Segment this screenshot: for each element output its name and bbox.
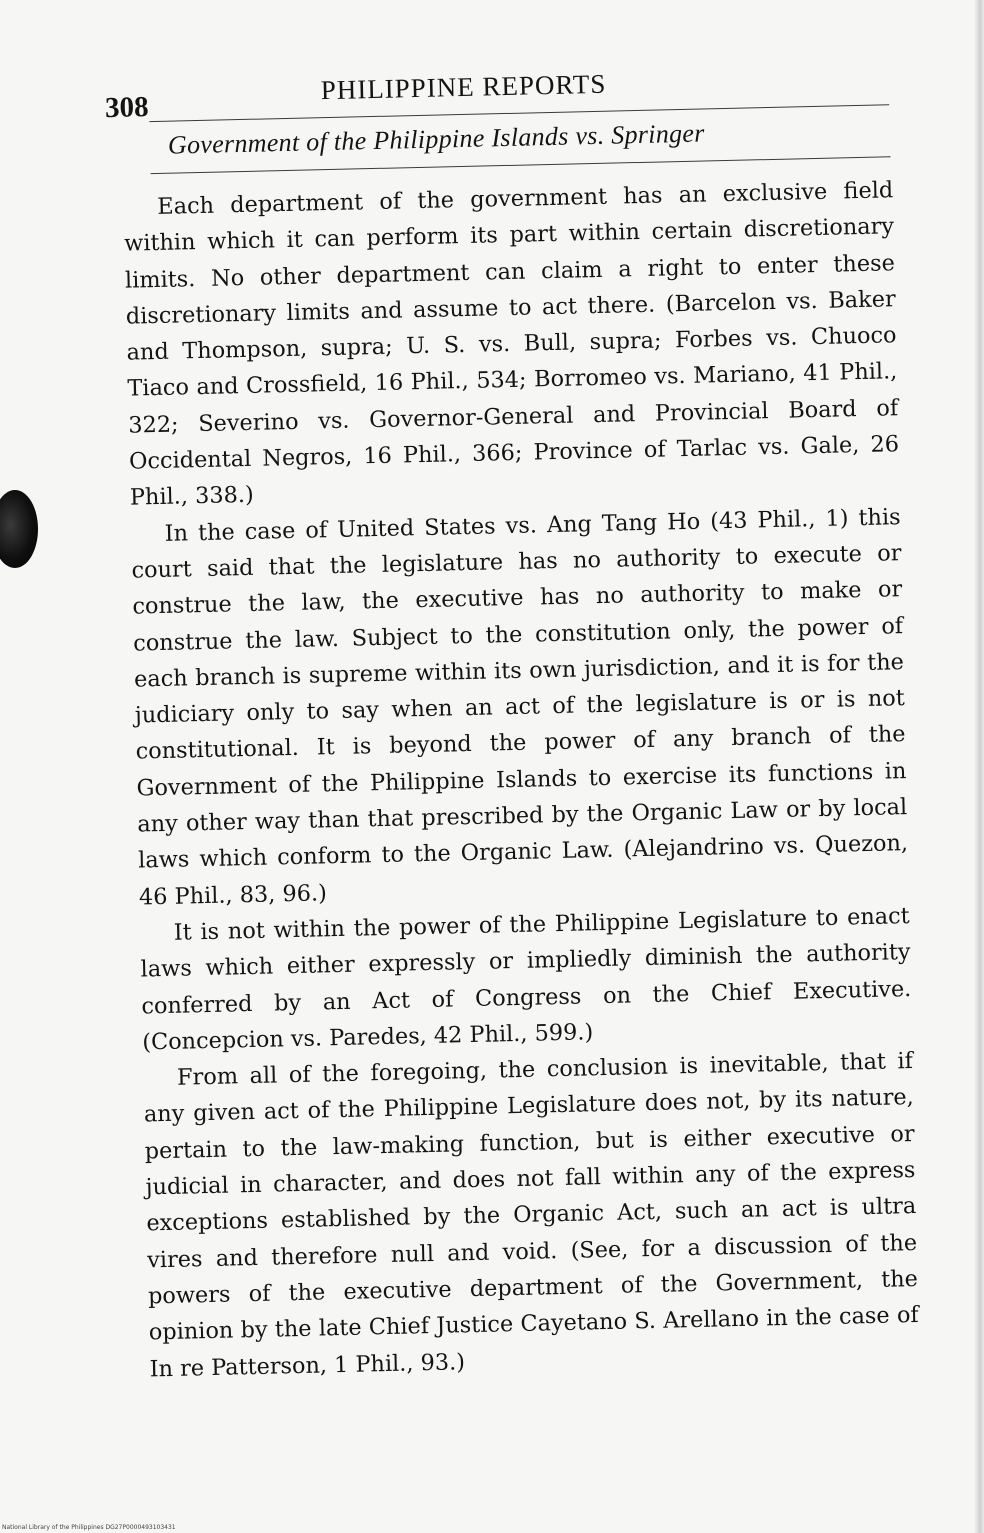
page-number: 308 [104,91,149,125]
page-edge-shadow [974,0,984,1533]
book-page [104,42,929,1440]
paragraph-3: It is not within the power of the Philippine Legislature to enact laws which either expressly or impliedly diminish the authority conferred by an Act of Congress on the Chief Executive. (Concepcion vs. Paredes, 42 Phil., 599.) [140,902,912,1056]
running-head: PHILIPPINE REPORTS [320,68,607,106]
paragraph-2: In the case of United States vs. Ang Tang Ho (43 Phil., 1) this court said that the legislature has no authority to execute or construe the law, the executive has no authority to make or construe the law. Subject to the constitution only, the power of each branch is supreme within its own jurisdiction, and it is for the judiciary only to say when an act of the legislature is or is not constitutional. It is beyond the power of any branch of the Government of the Philippine Islands to exercise its functions in any other way than that prescribed by the Organic Law or by local laws which conform to the Organic Law. (Alejandrino vs. Quezon, 46 Phil., 83, 96.) [131,503,909,911]
scan-source-id: National Library of the Philippines DG27P0000493103431 [2,1524,176,1531]
paragraph-1: Each department of the government has an exclusive field within which it can perform its part within certain discretionary limits. No other department can claim a right to enter these discretionary limits and assume to act there. (Barcelon vs. Baker and Thompson, supra; U. S. vs. Bull, supra; Forbes vs. Chuoco Tiaco and Crossfield, 16 Phil., 534; Borromeo vs. Mariano, 41 Phil., 322; Severino vs. Governor-General and Provincial Board of Occidental Negros, 16 Phil., 366; Province of Tarlac vs. Gale, 26 Phil., 338.) [123,177,900,511]
paragraph-4: From all of the foregoing, the conclusion is inevitable, that if any given act of the Philippine Legislature does not, by its nature, pertain to the law-making function, but is either executive or judicial in character, and does not fall within any of the express exceptions established by the Organic Act, such an act is ultra vires and therefore null and void. (See, for a discussion of the powers of the executive department of the Government, the opinion by the late Chief Justice Cayetano S. Arellano in the case of In re Patterson, 1 Phil., 93.) [143,1048,919,1382]
body-text [123,172,920,1387]
case-title: Government of the Philippine Islands vs. Springer [167,118,705,160]
header-rule-bottom [151,156,891,174]
